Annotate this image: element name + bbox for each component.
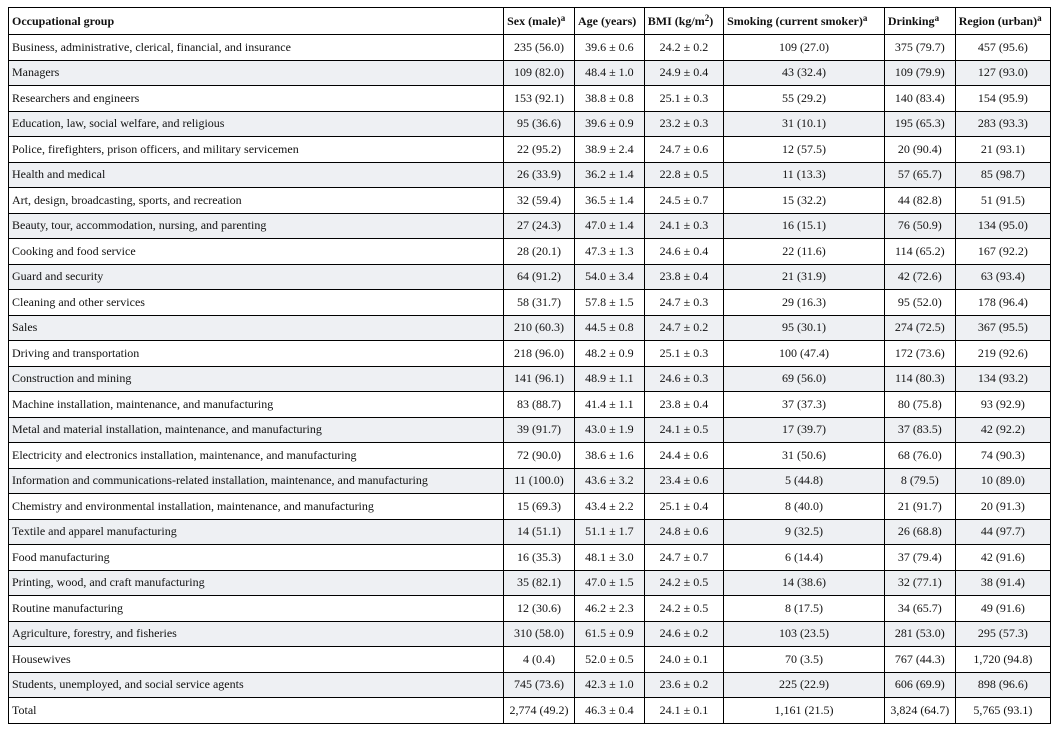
cell-region-urban: 74 (90.3) xyxy=(955,443,1050,469)
cell-drinking: 20 (90.4) xyxy=(884,137,955,163)
cell-sex-male: 2,774 (49.2) xyxy=(504,698,575,724)
cell-age: 43.6 ± 3.2 xyxy=(574,468,644,494)
cell-smoking: 100 (47.4) xyxy=(724,341,885,367)
cell-occupational-group: Cooking and food service xyxy=(9,239,504,265)
table-row xyxy=(9,366,1051,392)
header-smoking xyxy=(724,8,885,35)
cell-bmi: 24.2 ± 0.5 xyxy=(644,570,723,596)
cell-drinking: 95 (52.0) xyxy=(884,290,955,316)
cell-smoking: 37 (37.3) xyxy=(724,392,885,418)
cell-bmi: 25.1 ± 0.3 xyxy=(644,86,723,112)
cell-smoking: 8 (40.0) xyxy=(724,494,885,520)
cell-sex-male: 235 (56.0) xyxy=(504,35,575,61)
cell-occupational-group: Cleaning and other services xyxy=(9,290,504,316)
cell-occupational-group: Students, unemployed, and social service agents xyxy=(9,672,504,698)
cell-age: 46.3 ± 0.4 xyxy=(574,698,644,724)
cell-bmi: 23.8 ± 0.4 xyxy=(644,392,723,418)
cell-sex-male: 310 (58.0) xyxy=(504,621,575,647)
cell-sex-male: 12 (30.6) xyxy=(504,596,575,622)
cell-drinking: 32 (77.1) xyxy=(884,570,955,596)
cell-sex-male: 28 (20.1) xyxy=(504,239,575,265)
cell-age: 39.6 ± 0.9 xyxy=(574,111,644,137)
cell-occupational-group: Construction and mining xyxy=(9,366,504,392)
cell-region-urban: 21 (93.1) xyxy=(955,137,1050,163)
cell-age: 39.6 ± 0.6 xyxy=(574,35,644,61)
table-row xyxy=(9,290,1051,316)
cell-smoking: 69 (56.0) xyxy=(724,366,885,392)
cell-smoking: 8 (17.5) xyxy=(724,596,885,622)
cell-region-urban: 295 (57.3) xyxy=(955,621,1050,647)
cell-age: 43.0 ± 1.9 xyxy=(574,417,644,443)
cell-sex-male: 4 (0.4) xyxy=(504,647,575,673)
header-bmi xyxy=(644,8,723,35)
cell-occupational-group: Art, design, broadcasting, sports, and recreation xyxy=(9,188,504,214)
table-row xyxy=(9,672,1051,698)
cell-smoking: 29 (16.3) xyxy=(724,290,885,316)
table-row xyxy=(9,315,1051,341)
cell-drinking: 281 (53.0) xyxy=(884,621,955,647)
cell-bmi: 24.7 ± 0.6 xyxy=(644,137,723,163)
table-row xyxy=(9,137,1051,163)
cell-drinking: 767 (44.3) xyxy=(884,647,955,673)
table-row xyxy=(9,596,1051,622)
table-row xyxy=(9,60,1051,86)
cell-age: 36.5 ± 1.4 xyxy=(574,188,644,214)
cell-occupational-group: Sales xyxy=(9,315,504,341)
cell-occupational-group: Guard and security xyxy=(9,264,504,290)
cell-age: 61.5 ± 0.9 xyxy=(574,621,644,647)
cell-sex-male: 83 (88.7) xyxy=(504,392,575,418)
cell-age: 54.0 ± 3.4 xyxy=(574,264,644,290)
cell-bmi: 25.1 ± 0.3 xyxy=(644,341,723,367)
cell-age: 42.3 ± 1.0 xyxy=(574,672,644,698)
header-label: Region (urban) xyxy=(958,13,1038,28)
header-label: Sex (male) xyxy=(507,13,561,28)
cell-smoking: 31 (50.6) xyxy=(724,443,885,469)
table-row xyxy=(9,162,1051,188)
cell-region-urban: 367 (95.5) xyxy=(955,315,1050,341)
cell-region-urban: 42 (92.2) xyxy=(955,417,1050,443)
cell-sex-male: 58 (31.7) xyxy=(504,290,575,316)
cell-sex-male: 210 (60.3) xyxy=(504,315,575,341)
cell-sex-male: 35 (82.1) xyxy=(504,570,575,596)
cell-drinking: 42 (72.6) xyxy=(884,264,955,290)
cell-region-urban: 134 (95.0) xyxy=(955,213,1050,239)
cell-sex-male: 27 (24.3) xyxy=(504,213,575,239)
cell-region-urban: 134 (93.2) xyxy=(955,366,1050,392)
header-row xyxy=(9,8,1051,35)
cell-occupational-group: Driving and transportation xyxy=(9,341,504,367)
cell-smoking: 55 (29.2) xyxy=(724,86,885,112)
cell-smoking: 225 (22.9) xyxy=(724,672,885,698)
cell-smoking: 22 (11.6) xyxy=(724,239,885,265)
cell-bmi: 24.2 ± 0.2 xyxy=(644,35,723,61)
cell-occupational-group: Housewives xyxy=(9,647,504,673)
cell-sex-male: 14 (51.1) xyxy=(504,519,575,545)
cell-smoking: 9 (32.5) xyxy=(724,519,885,545)
table-row xyxy=(9,86,1051,112)
cell-smoking: 21 (31.9) xyxy=(724,264,885,290)
cell-age: 52.0 ± 0.5 xyxy=(574,647,644,673)
table-container xyxy=(8,7,1051,724)
cell-occupational-group: Information and communications-related installation, maintenance, and manufacturing xyxy=(9,468,504,494)
cell-bmi: 24.6 ± 0.2 xyxy=(644,621,723,647)
table-header xyxy=(9,8,1051,35)
cell-sex-male: 32 (59.4) xyxy=(504,188,575,214)
cell-drinking: 8 (79.5) xyxy=(884,468,955,494)
cell-drinking: 195 (65.3) xyxy=(884,111,955,137)
cell-region-urban: 5,765 (93.1) xyxy=(955,698,1050,724)
cell-age: 51.1 ± 1.7 xyxy=(574,519,644,545)
cell-age: 38.6 ± 1.6 xyxy=(574,443,644,469)
cell-sex-male: 109 (82.0) xyxy=(504,60,575,86)
cell-sex-male: 15 (69.3) xyxy=(504,494,575,520)
table-row xyxy=(9,417,1051,443)
cell-occupational-group: Food manufacturing xyxy=(9,545,504,571)
cell-drinking: 57 (65.7) xyxy=(884,162,955,188)
cell-sex-male: 39 (91.7) xyxy=(504,417,575,443)
cell-smoking: 31 (10.1) xyxy=(724,111,885,137)
cell-bmi: 24.0 ± 0.1 xyxy=(644,647,723,673)
cell-region-urban: 10 (89.0) xyxy=(955,468,1050,494)
total-row xyxy=(9,698,1051,724)
cell-drinking: 21 (91.7) xyxy=(884,494,955,520)
cell-region-urban: 283 (93.3) xyxy=(955,111,1050,137)
header-superscript: a xyxy=(560,12,566,23)
cell-sex-male: 141 (96.1) xyxy=(504,366,575,392)
header-region-urban xyxy=(955,8,1050,35)
cell-bmi: 24.6 ± 0.4 xyxy=(644,239,723,265)
header-label: Smoking (current smoker) xyxy=(727,13,863,28)
cell-bmi: 24.1 ± 0.1 xyxy=(644,698,723,724)
cell-drinking: 37 (83.5) xyxy=(884,417,955,443)
header-superscript: a xyxy=(862,12,868,23)
cell-bmi: 23.2 ± 0.3 xyxy=(644,111,723,137)
table-row xyxy=(9,111,1051,137)
cell-smoking: 17 (39.7) xyxy=(724,417,885,443)
cell-drinking: 375 (79.7) xyxy=(884,35,955,61)
cell-smoking: 16 (15.1) xyxy=(724,213,885,239)
header-sex-male xyxy=(504,8,575,35)
cell-drinking: 606 (69.9) xyxy=(884,672,955,698)
cell-bmi: 24.4 ± 0.6 xyxy=(644,443,723,469)
cell-age: 47.0 ± 1.4 xyxy=(574,213,644,239)
cell-bmi: 24.1 ± 0.5 xyxy=(644,417,723,443)
cell-drinking: 34 (65.7) xyxy=(884,596,955,622)
table-row xyxy=(9,570,1051,596)
cell-bmi: 24.7 ± 0.7 xyxy=(644,545,723,571)
header-superscript: a xyxy=(1037,12,1042,23)
cell-region-urban: 63 (93.4) xyxy=(955,264,1050,290)
cell-occupational-group: Metal and material installation, maintenance, and manufacturing xyxy=(9,417,504,443)
cell-drinking: 114 (65.2) xyxy=(884,239,955,265)
cell-region-urban: 457 (95.6) xyxy=(955,35,1050,61)
cell-occupational-group: Printing, wood, and craft manufacturing xyxy=(9,570,504,596)
table-row xyxy=(9,35,1051,61)
table-row xyxy=(9,545,1051,571)
cell-sex-male: 22 (95.2) xyxy=(504,137,575,163)
cell-bmi: 24.9 ± 0.4 xyxy=(644,60,723,86)
cell-smoking: 103 (23.5) xyxy=(724,621,885,647)
cell-age: 48.4 ± 1.0 xyxy=(574,60,644,86)
cell-occupational-group: Agriculture, forestry, and fisheries xyxy=(9,621,504,647)
cell-occupational-group: Education, law, social welfare, and religious xyxy=(9,111,504,137)
cell-drinking: 26 (68.8) xyxy=(884,519,955,545)
cell-age: 48.9 ± 1.1 xyxy=(574,366,644,392)
cell-occupational-group: Managers xyxy=(9,60,504,86)
table-row xyxy=(9,264,1051,290)
cell-bmi: 24.7 ± 0.2 xyxy=(644,315,723,341)
cell-sex-male: 11 (100.0) xyxy=(504,468,575,494)
cell-region-urban: 49 (91.6) xyxy=(955,596,1050,622)
cell-region-urban: 154 (95.9) xyxy=(955,86,1050,112)
cell-bmi: 24.8 ± 0.6 xyxy=(644,519,723,545)
cell-drinking: 140 (83.4) xyxy=(884,86,955,112)
cell-smoking: 14 (38.6) xyxy=(724,570,885,596)
cell-sex-male: 153 (92.1) xyxy=(504,86,575,112)
cell-region-urban: 219 (92.6) xyxy=(955,341,1050,367)
cell-occupational-group: Total xyxy=(9,698,504,724)
cell-region-urban: 42 (91.6) xyxy=(955,545,1050,571)
header-label: Age (years) xyxy=(577,13,637,28)
cell-region-urban: 85 (98.7) xyxy=(955,162,1050,188)
cell-smoking: 95 (30.1) xyxy=(724,315,885,341)
cell-drinking: 76 (50.9) xyxy=(884,213,955,239)
cell-smoking: 11 (13.3) xyxy=(724,162,885,188)
cell-bmi: 23.8 ± 0.4 xyxy=(644,264,723,290)
cell-sex-male: 218 (96.0) xyxy=(504,341,575,367)
cell-bmi: 23.6 ± 0.2 xyxy=(644,672,723,698)
cell-bmi: 24.2 ± 0.5 xyxy=(644,596,723,622)
table-body xyxy=(9,35,1051,724)
cell-age: 47.0 ± 1.5 xyxy=(574,570,644,596)
cell-drinking: 37 (79.4) xyxy=(884,545,955,571)
cell-age: 47.3 ± 1.3 xyxy=(574,239,644,265)
cell-occupational-group: Researchers and engineers xyxy=(9,86,504,112)
cell-region-urban: 178 (96.4) xyxy=(955,290,1050,316)
occupational-group-table xyxy=(8,7,1051,724)
cell-occupational-group: Business, administrative, clerical, financial, and insurance xyxy=(9,35,504,61)
cell-smoking: 1,161 (21.5) xyxy=(724,698,885,724)
cell-occupational-group: Police, firefighters, prison officers, and military servicemen xyxy=(9,137,504,163)
cell-occupational-group: Beauty, tour, accommodation, nursing, and parenting xyxy=(9,213,504,239)
cell-occupational-group: Routine manufacturing xyxy=(9,596,504,622)
cell-drinking: 274 (72.5) xyxy=(884,315,955,341)
cell-drinking: 172 (73.6) xyxy=(884,341,955,367)
cell-occupational-group: Electricity and electronics installation, maintenance, and manufacturing xyxy=(9,443,504,469)
cell-smoking: 109 (27.0) xyxy=(724,35,885,61)
cell-age: 41.4 ± 1.1 xyxy=(574,392,644,418)
cell-region-urban: 51 (91.5) xyxy=(955,188,1050,214)
table-row xyxy=(9,647,1051,673)
cell-sex-male: 72 (90.0) xyxy=(504,443,575,469)
cell-bmi: 25.1 ± 0.4 xyxy=(644,494,723,520)
cell-drinking: 68 (76.0) xyxy=(884,443,955,469)
header-age-years xyxy=(574,8,644,35)
header-drinking xyxy=(884,8,955,35)
cell-region-urban: 38 (91.4) xyxy=(955,570,1050,596)
header-superscript: a xyxy=(934,12,940,23)
cell-bmi: 24.7 ± 0.3 xyxy=(644,290,723,316)
cell-drinking: 109 (79.9) xyxy=(884,60,955,86)
cell-occupational-group: Health and medical xyxy=(9,162,504,188)
table-row xyxy=(9,494,1051,520)
cell-occupational-group: Chemistry and environmental installation, maintenance, and manufacturing xyxy=(9,494,504,520)
cell-region-urban: 1,720 (94.8) xyxy=(955,647,1050,673)
cell-age: 44.5 ± 0.8 xyxy=(574,315,644,341)
cell-region-urban: 93 (92.9) xyxy=(955,392,1050,418)
cell-sex-male: 745 (73.6) xyxy=(504,672,575,698)
header-label: Occupational group xyxy=(12,13,115,28)
cell-region-urban: 167 (92.2) xyxy=(955,239,1050,265)
cell-smoking: 5 (44.8) xyxy=(724,468,885,494)
cell-region-urban: 44 (97.7) xyxy=(955,519,1050,545)
cell-drinking: 80 (75.8) xyxy=(884,392,955,418)
cell-sex-male: 16 (35.3) xyxy=(504,545,575,571)
cell-bmi: 24.1 ± 0.3 xyxy=(644,213,723,239)
cell-age: 36.2 ± 1.4 xyxy=(574,162,644,188)
cell-smoking: 70 (3.5) xyxy=(724,647,885,673)
cell-region-urban: 20 (91.3) xyxy=(955,494,1050,520)
cell-age: 38.8 ± 0.8 xyxy=(574,86,644,112)
cell-age: 46.2 ± 2.3 xyxy=(574,596,644,622)
table-row xyxy=(9,519,1051,545)
cell-age: 48.1 ± 3.0 xyxy=(574,545,644,571)
cell-sex-male: 26 (33.9) xyxy=(504,162,575,188)
cell-sex-male: 64 (91.2) xyxy=(504,264,575,290)
cell-bmi: 22.8 ± 0.5 xyxy=(644,162,723,188)
table-row xyxy=(9,443,1051,469)
cell-drinking: 3,824 (64.7) xyxy=(884,698,955,724)
cell-bmi: 23.4 ± 0.6 xyxy=(644,468,723,494)
table-row xyxy=(9,621,1051,647)
cell-bmi: 24.6 ± 0.3 xyxy=(644,366,723,392)
table-row xyxy=(9,468,1051,494)
cell-region-urban: 127 (93.0) xyxy=(955,60,1050,86)
cell-bmi: 24.5 ± 0.7 xyxy=(644,188,723,214)
table-row xyxy=(9,188,1051,214)
cell-smoking: 15 (32.2) xyxy=(724,188,885,214)
cell-drinking: 44 (82.8) xyxy=(884,188,955,214)
cell-smoking: 6 (14.4) xyxy=(724,545,885,571)
table-row xyxy=(9,392,1051,418)
cell-age: 38.9 ± 2.4 xyxy=(574,137,644,163)
header-superscript: 2 xyxy=(704,12,710,23)
table-row xyxy=(9,341,1051,367)
header-suffix: ) xyxy=(709,13,714,28)
cell-smoking: 12 (57.5) xyxy=(724,137,885,163)
cell-drinking: 114 (80.3) xyxy=(884,366,955,392)
table-row xyxy=(9,213,1051,239)
header-occupational-group xyxy=(9,8,504,35)
cell-region-urban: 898 (96.6) xyxy=(955,672,1050,698)
cell-age: 57.8 ± 1.5 xyxy=(574,290,644,316)
cell-occupational-group: Machine installation, maintenance, and manufacturing xyxy=(9,392,504,418)
table-row xyxy=(9,239,1051,265)
cell-smoking: 43 (32.4) xyxy=(724,60,885,86)
cell-age: 48.2 ± 0.9 xyxy=(574,341,644,367)
header-label: Drinking xyxy=(887,13,935,28)
cell-age: 43.4 ± 2.2 xyxy=(574,494,644,520)
cell-occupational-group: Textile and apparel manufacturing xyxy=(9,519,504,545)
cell-sex-male: 95 (36.6) xyxy=(504,111,575,137)
header-label: BMI (kg/m xyxy=(647,13,705,28)
